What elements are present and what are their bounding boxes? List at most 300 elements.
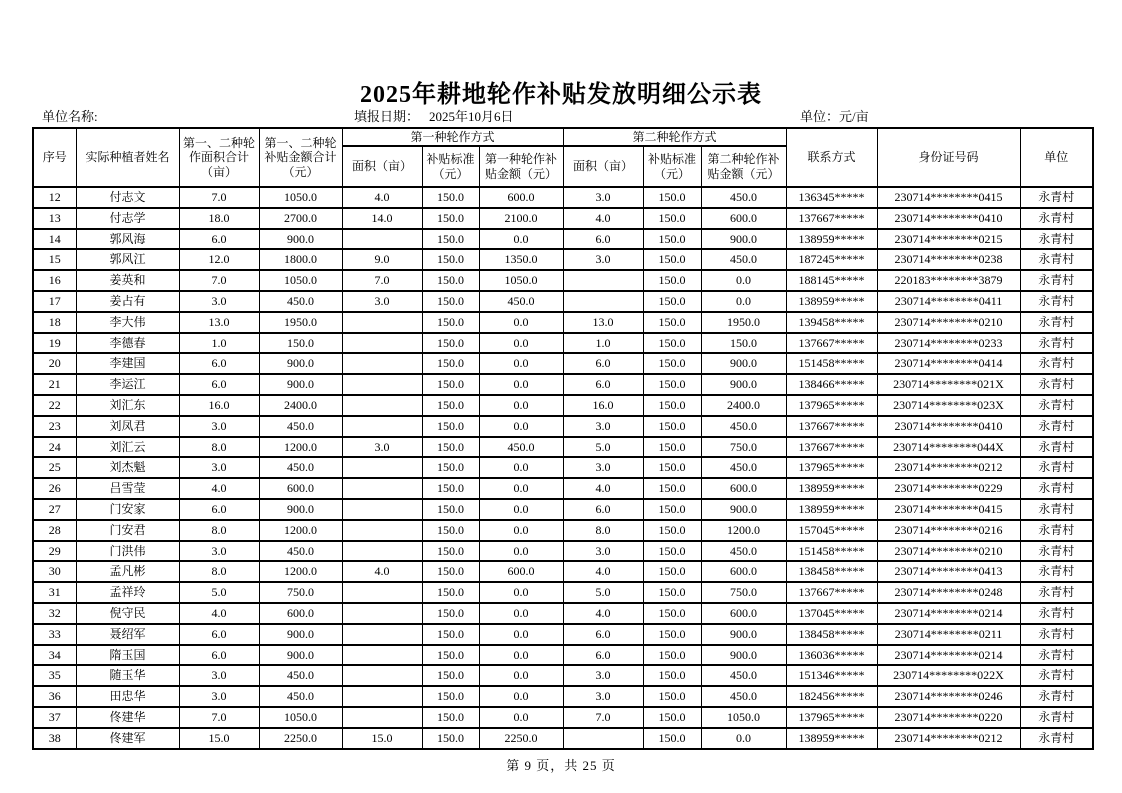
cell-contact: 137667*****	[786, 437, 877, 458]
cell-id-number: 230714********0248	[877, 582, 1020, 603]
cell-rotation2-standard: 150.0	[643, 353, 701, 374]
cell-rotation2-standard: 150.0	[643, 624, 701, 645]
cell-rotation2-area: 3.0	[563, 665, 643, 686]
cell-rotation2-area: 6.0	[563, 353, 643, 374]
cell-total-area: 7.0	[179, 270, 259, 291]
cell-rotation1-area	[342, 645, 422, 666]
cell-rotation1-standard: 150.0	[422, 541, 479, 562]
cell-rotation1-amount: 1350.0	[479, 249, 563, 270]
cell-rotation1-area	[342, 457, 422, 478]
cell-rotation1-amount: 1050.0	[479, 270, 563, 291]
cell-rotation1-standard: 150.0	[422, 187, 479, 208]
cell-rotation1-area	[342, 707, 422, 728]
cell-total-amount: 900.0	[259, 374, 342, 395]
cell-total-area: 18.0	[179, 208, 259, 229]
cell-rotation1-area	[342, 665, 422, 686]
cell-contact: 138959*****	[786, 229, 877, 250]
table-row	[33, 270, 1093, 291]
cell-total-amount: 450.0	[259, 291, 342, 312]
cell-seq: 18	[33, 312, 76, 333]
col-header-rotation1-area: 面积（亩）	[342, 146, 422, 187]
cell-rotation2-standard: 150.0	[643, 249, 701, 270]
cell-total-area: 6.0	[179, 229, 259, 250]
cell-rotation1-amount: 0.0	[479, 707, 563, 728]
cell-rotation1-standard: 150.0	[422, 561, 479, 582]
cell-rotation2-standard: 150.0	[643, 582, 701, 603]
cell-contact: 137667*****	[786, 208, 877, 229]
cell-total-amount: 1050.0	[259, 270, 342, 291]
cell-unit: 永青村	[1020, 728, 1093, 749]
cell-total-amount: 600.0	[259, 478, 342, 499]
cell-contact: 139458*****	[786, 312, 877, 333]
cell-rotation1-area: 14.0	[342, 208, 422, 229]
cell-grower-name: 付志文	[76, 187, 179, 208]
cell-rotation1-standard: 150.0	[422, 374, 479, 395]
cell-rotation1-standard: 150.0	[422, 333, 479, 354]
cell-unit: 永青村	[1020, 603, 1093, 624]
col-header-seq: 序号	[33, 128, 76, 187]
cell-total-area: 6.0	[179, 624, 259, 645]
cell-rotation1-amount: 0.0	[479, 624, 563, 645]
subsidy-table	[32, 127, 1094, 750]
cell-total-area: 13.0	[179, 312, 259, 333]
cell-rotation1-standard: 150.0	[422, 437, 479, 458]
cell-unit: 永青村	[1020, 457, 1093, 478]
cell-rotation2-standard: 150.0	[643, 645, 701, 666]
subsidy-table-wrapper	[32, 127, 1094, 750]
cell-contact: 157045*****	[786, 520, 877, 541]
report-date	[354, 106, 514, 125]
cell-rotation2-amount: 1950.0	[701, 312, 786, 333]
cell-id-number: 230714********0410	[877, 208, 1020, 229]
cell-unit: 永青村	[1020, 541, 1093, 562]
cell-id-number: 230714********022X	[877, 665, 1020, 686]
cell-rotation1-area	[342, 686, 422, 707]
col-header-rotation2-standard: 补贴标准（元）	[643, 146, 701, 187]
cell-rotation1-amount: 0.0	[479, 686, 563, 707]
cell-id-number: 230714********044X	[877, 437, 1020, 458]
cell-contact: 136345*****	[786, 187, 877, 208]
cell-rotation1-amount: 0.0	[479, 395, 563, 416]
cell-grower-name: 门安君	[76, 520, 179, 541]
cell-contact: 182456*****	[786, 686, 877, 707]
cell-total-area: 15.0	[179, 728, 259, 749]
cell-rotation1-area	[342, 582, 422, 603]
cell-seq: 12	[33, 187, 76, 208]
cell-unit: 永青村	[1020, 416, 1093, 437]
cell-seq: 32	[33, 603, 76, 624]
cell-id-number: 230714********0238	[877, 249, 1020, 270]
cell-total-area: 3.0	[179, 291, 259, 312]
table-row	[33, 312, 1093, 333]
cell-rotation2-amount: 900.0	[701, 624, 786, 645]
cell-total-area: 3.0	[179, 457, 259, 478]
cell-grower-name: 刘凤君	[76, 416, 179, 437]
cell-seq: 24	[33, 437, 76, 458]
cell-contact: 137667*****	[786, 416, 877, 437]
cell-contact: 187245*****	[786, 249, 877, 270]
cell-rotation2-standard: 150.0	[643, 728, 701, 749]
table-row	[33, 582, 1093, 603]
cell-unit: 永青村	[1020, 333, 1093, 354]
cell-grower-name: 付志学	[76, 208, 179, 229]
col-header-rotation1-amount: 第一种轮作补贴金额（元）	[479, 146, 563, 187]
cell-contact: 138458*****	[786, 624, 877, 645]
col-header-contact: 联系方式	[786, 128, 877, 187]
cell-rotation2-area	[563, 291, 643, 312]
cell-rotation1-amount: 450.0	[479, 437, 563, 458]
cell-rotation2-amount: 1200.0	[701, 520, 786, 541]
table-row	[33, 457, 1093, 478]
cell-total-area: 6.0	[179, 353, 259, 374]
table-row	[33, 665, 1093, 686]
cell-rotation1-area	[342, 520, 422, 541]
cell-grower-name: 随玉华	[76, 665, 179, 686]
cell-unit: 永青村	[1020, 208, 1093, 229]
cell-rotation2-area: 4.0	[563, 478, 643, 499]
cell-total-amount: 900.0	[259, 624, 342, 645]
cell-rotation2-standard: 150.0	[643, 270, 701, 291]
table-row	[33, 249, 1093, 270]
cell-rotation2-amount: 1050.0	[701, 707, 786, 728]
cell-rotation2-standard: 150.0	[643, 603, 701, 624]
cell-total-amount: 1050.0	[259, 187, 342, 208]
cell-seq: 30	[33, 561, 76, 582]
cell-rotation1-standard: 150.0	[422, 312, 479, 333]
cell-grower-name: 李建国	[76, 353, 179, 374]
cell-rotation2-area: 4.0	[563, 603, 643, 624]
cell-unit: 永青村	[1020, 187, 1093, 208]
cell-rotation2-area: 3.0	[563, 457, 643, 478]
cell-rotation2-amount: 750.0	[701, 582, 786, 603]
cell-total-area: 6.0	[179, 374, 259, 395]
cell-unit: 永青村	[1020, 686, 1093, 707]
table-row	[33, 541, 1093, 562]
cell-rotation2-amount: 600.0	[701, 561, 786, 582]
cell-rotation2-amount: 450.0	[701, 541, 786, 562]
cell-id-number: 230714********0415	[877, 499, 1020, 520]
cell-contact: 188145*****	[786, 270, 877, 291]
cell-rotation1-amount: 0.0	[479, 478, 563, 499]
cell-rotation2-amount: 0.0	[701, 291, 786, 312]
cell-rotation2-amount: 900.0	[701, 353, 786, 374]
cell-total-area: 6.0	[179, 645, 259, 666]
cell-rotation2-standard: 150.0	[643, 541, 701, 562]
cell-id-number: 230714********0414	[877, 353, 1020, 374]
cell-rotation2-standard: 150.0	[643, 520, 701, 541]
cell-total-amount: 450.0	[259, 416, 342, 437]
cell-seq: 31	[33, 582, 76, 603]
col-group-rotation2: 第二种轮作方式	[563, 128, 786, 146]
cell-id-number: 230714********0233	[877, 333, 1020, 354]
cell-grower-name: 姜占有	[76, 291, 179, 312]
cell-rotation2-amount: 0.0	[701, 728, 786, 749]
table-row	[33, 603, 1093, 624]
cell-grower-name: 姜英和	[76, 270, 179, 291]
cell-total-area: 8.0	[179, 520, 259, 541]
cell-rotation2-area: 8.0	[563, 520, 643, 541]
cell-rotation2-standard: 150.0	[643, 374, 701, 395]
table-row	[33, 229, 1093, 250]
table-row	[33, 208, 1093, 229]
cell-rotation2-area: 6.0	[563, 374, 643, 395]
cell-unit: 永青村	[1020, 374, 1093, 395]
cell-rotation1-area	[342, 374, 422, 395]
cell-rotation2-area: 3.0	[563, 249, 643, 270]
cell-total-area: 1.0	[179, 333, 259, 354]
cell-rotation2-standard: 150.0	[643, 208, 701, 229]
table-row	[33, 728, 1093, 749]
cell-rotation1-amount: 0.0	[479, 229, 563, 250]
cell-total-area: 3.0	[179, 665, 259, 686]
cell-total-amount: 450.0	[259, 457, 342, 478]
cell-unit: 永青村	[1020, 312, 1093, 333]
cell-rotation2-amount: 450.0	[701, 416, 786, 437]
cell-seq: 22	[33, 395, 76, 416]
meta-row	[32, 106, 1092, 126]
cell-total-amount: 1200.0	[259, 437, 342, 458]
cell-unit: 永青村	[1020, 478, 1093, 499]
cell-seq: 15	[33, 249, 76, 270]
cell-rotation1-standard: 150.0	[422, 645, 479, 666]
cell-rotation2-amount: 450.0	[701, 665, 786, 686]
cell-seq: 13	[33, 208, 76, 229]
cell-seq: 34	[33, 645, 76, 666]
cell-seq: 28	[33, 520, 76, 541]
cell-rotation2-area: 7.0	[563, 707, 643, 728]
cell-total-area: 4.0	[179, 478, 259, 499]
cell-rotation2-amount: 2400.0	[701, 395, 786, 416]
cell-rotation1-amount: 600.0	[479, 561, 563, 582]
cell-rotation2-area: 5.0	[563, 437, 643, 458]
cell-rotation2-amount: 450.0	[701, 187, 786, 208]
cell-rotation2-standard: 150.0	[643, 395, 701, 416]
cell-rotation2-standard: 150.0	[643, 312, 701, 333]
cell-contact: 138959*****	[786, 291, 877, 312]
cell-seq: 14	[33, 229, 76, 250]
cell-rotation1-amount: 0.0	[479, 353, 563, 374]
cell-rotation2-standard: 150.0	[643, 291, 701, 312]
cell-rotation2-standard: 150.0	[643, 457, 701, 478]
cell-rotation2-area: 4.0	[563, 208, 643, 229]
table-row	[33, 624, 1093, 645]
cell-rotation1-standard: 150.0	[422, 249, 479, 270]
cell-id-number: 230714********0210	[877, 541, 1020, 562]
table-row	[33, 561, 1093, 582]
cell-unit: 永青村	[1020, 291, 1093, 312]
cell-id-number: 230714********0229	[877, 478, 1020, 499]
cell-rotation1-standard: 150.0	[422, 603, 479, 624]
cell-grower-name: 倪守民	[76, 603, 179, 624]
cell-unit: 永青村	[1020, 270, 1093, 291]
col-header-rotation2-area: 面积（亩）	[563, 146, 643, 187]
cell-id-number: 230714********0220	[877, 707, 1020, 728]
cell-total-area: 7.0	[179, 707, 259, 728]
cell-total-area: 8.0	[179, 561, 259, 582]
cell-rotation2-standard: 150.0	[643, 707, 701, 728]
cell-rotation2-amount: 600.0	[701, 208, 786, 229]
cell-total-amount: 1200.0	[259, 520, 342, 541]
cell-rotation1-standard: 150.0	[422, 728, 479, 749]
cell-id-number: 230714********0211	[877, 624, 1020, 645]
cell-total-amount: 1800.0	[259, 249, 342, 270]
cell-rotation2-area: 6.0	[563, 645, 643, 666]
cell-rotation1-area	[342, 478, 422, 499]
cell-contact: 138959*****	[786, 728, 877, 749]
cell-rotation1-standard: 150.0	[422, 457, 479, 478]
cell-total-amount: 1200.0	[259, 561, 342, 582]
cell-id-number: 230714********0246	[877, 686, 1020, 707]
cell-total-area: 5.0	[179, 582, 259, 603]
cell-rotation2-standard: 150.0	[643, 499, 701, 520]
cell-grower-name: 刘汇云	[76, 437, 179, 458]
cell-rotation2-amount: 900.0	[701, 374, 786, 395]
table-row	[33, 187, 1093, 208]
cell-rotation1-amount: 0.0	[479, 416, 563, 437]
cell-total-amount: 2250.0	[259, 728, 342, 749]
cell-rotation1-standard: 150.0	[422, 520, 479, 541]
cell-total-amount: 600.0	[259, 603, 342, 624]
table-row	[33, 686, 1093, 707]
cell-total-amount: 2400.0	[259, 395, 342, 416]
cell-id-number: 230714********0212	[877, 457, 1020, 478]
cell-grower-name: 李德春	[76, 333, 179, 354]
cell-total-area: 8.0	[179, 437, 259, 458]
cell-id-number: 230714********0215	[877, 229, 1020, 250]
cell-id-number: 230714********0413	[877, 561, 1020, 582]
cell-rotation1-standard: 150.0	[422, 686, 479, 707]
cell-unit: 永青村	[1020, 499, 1093, 520]
cell-rotation2-area: 6.0	[563, 229, 643, 250]
cell-total-area: 16.0	[179, 395, 259, 416]
cell-total-area: 6.0	[179, 499, 259, 520]
cell-rotation1-area	[342, 395, 422, 416]
cell-rotation1-standard: 150.0	[422, 208, 479, 229]
cell-rotation1-area: 7.0	[342, 270, 422, 291]
cell-rotation1-amount: 0.0	[479, 333, 563, 354]
cell-contact: 138458*****	[786, 561, 877, 582]
cell-rotation1-area	[342, 624, 422, 645]
cell-seq: 23	[33, 416, 76, 437]
cell-rotation1-amount: 0.0	[479, 665, 563, 686]
table-row	[33, 333, 1093, 354]
cell-seq: 27	[33, 499, 76, 520]
cell-unit: 永青村	[1020, 520, 1093, 541]
cell-total-area: 12.0	[179, 249, 259, 270]
cell-rotation1-area	[342, 416, 422, 437]
cell-rotation1-standard: 150.0	[422, 707, 479, 728]
cell-rotation2-area: 1.0	[563, 333, 643, 354]
cell-rotation1-area: 4.0	[342, 561, 422, 582]
cell-rotation1-area: 3.0	[342, 291, 422, 312]
cell-rotation2-amount: 0.0	[701, 270, 786, 291]
cell-seq: 35	[33, 665, 76, 686]
cell-rotation2-standard: 150.0	[643, 478, 701, 499]
table-row	[33, 520, 1093, 541]
cell-rotation1-amount: 600.0	[479, 187, 563, 208]
cell-unit: 永青村	[1020, 645, 1093, 666]
cell-contact: 137045*****	[786, 603, 877, 624]
cell-rotation1-amount: 0.0	[479, 457, 563, 478]
cell-contact: 151458*****	[786, 353, 877, 374]
cell-rotation2-standard: 150.0	[643, 416, 701, 437]
cell-contact: 137667*****	[786, 582, 877, 603]
cell-grower-name: 田忠华	[76, 686, 179, 707]
cell-id-number: 230714********0214	[877, 645, 1020, 666]
cell-contact: 136036*****	[786, 645, 877, 666]
page-title: 2025年耕地轮作补贴发放明细公示表	[360, 82, 762, 108]
col-header-total-amount: 第一、二种轮补贴金额合计（元）	[259, 128, 342, 187]
cell-rotation2-amount: 450.0	[701, 249, 786, 270]
cell-seq: 37	[33, 707, 76, 728]
cell-total-area: 4.0	[179, 603, 259, 624]
cell-rotation2-area: 4.0	[563, 561, 643, 582]
col-header-rotation1-standard: 补贴标准（元）	[422, 146, 479, 187]
cell-rotation2-area: 6.0	[563, 499, 643, 520]
cell-contact: 137965*****	[786, 457, 877, 478]
cell-unit: 永青村	[1020, 395, 1093, 416]
header-row-groups	[33, 128, 1093, 146]
cell-rotation1-standard: 150.0	[422, 229, 479, 250]
cell-rotation1-amount: 0.0	[479, 499, 563, 520]
cell-rotation1-area	[342, 229, 422, 250]
cell-unit: 永青村	[1020, 582, 1093, 603]
cell-grower-name: 李大伟	[76, 312, 179, 333]
cell-rotation1-area: 4.0	[342, 187, 422, 208]
cell-rotation1-amount: 0.0	[479, 582, 563, 603]
cell-id-number: 230714********0214	[877, 603, 1020, 624]
measure-unit-label: 单位：元/亩	[800, 109, 869, 124]
cell-rotation1-standard: 150.0	[422, 582, 479, 603]
cell-total-area: 3.0	[179, 686, 259, 707]
cell-rotation2-amount: 150.0	[701, 333, 786, 354]
cell-grower-name: 隋玉国	[76, 645, 179, 666]
cell-rotation1-amount: 450.0	[479, 291, 563, 312]
cell-grower-name: 门洪伟	[76, 541, 179, 562]
cell-rotation1-standard: 150.0	[422, 270, 479, 291]
cell-seq: 36	[33, 686, 76, 707]
cell-rotation2-area: 16.0	[563, 395, 643, 416]
cell-rotation2-amount: 450.0	[701, 686, 786, 707]
cell-grower-name: 孟凡彬	[76, 561, 179, 582]
cell-contact: 138959*****	[786, 478, 877, 499]
cell-unit: 永青村	[1020, 437, 1093, 458]
table-row	[33, 437, 1093, 458]
cell-seq: 33	[33, 624, 76, 645]
cell-contact: 151458*****	[786, 541, 877, 562]
col-header-rotation2-amount: 第二种轮作补贴金额（元）	[701, 146, 786, 187]
cell-rotation1-standard: 150.0	[422, 624, 479, 645]
cell-id-number: 230714********0410	[877, 416, 1020, 437]
cell-rotation2-area: 6.0	[563, 624, 643, 645]
cell-rotation1-standard: 150.0	[422, 499, 479, 520]
cell-grower-name: 门安家	[76, 499, 179, 520]
cell-total-amount: 900.0	[259, 353, 342, 374]
cell-rotation1-amount: 0.0	[479, 541, 563, 562]
cell-rotation2-amount: 450.0	[701, 457, 786, 478]
cell-id-number: 230714********0415	[877, 187, 1020, 208]
cell-total-amount: 750.0	[259, 582, 342, 603]
cell-total-amount: 450.0	[259, 541, 342, 562]
col-header-total-area: 第一、二种轮作面积合计（亩）	[179, 128, 259, 187]
cell-rotation1-area	[342, 312, 422, 333]
cell-rotation1-area: 15.0	[342, 728, 422, 749]
col-header-grower-name: 实际种植者姓名	[76, 128, 179, 187]
cell-id-number: 230714********0411	[877, 291, 1020, 312]
cell-rotation1-amount: 0.0	[479, 374, 563, 395]
report-date-value: 2025年10月6日	[429, 109, 514, 124]
cell-rotation2-area: 3.0	[563, 187, 643, 208]
